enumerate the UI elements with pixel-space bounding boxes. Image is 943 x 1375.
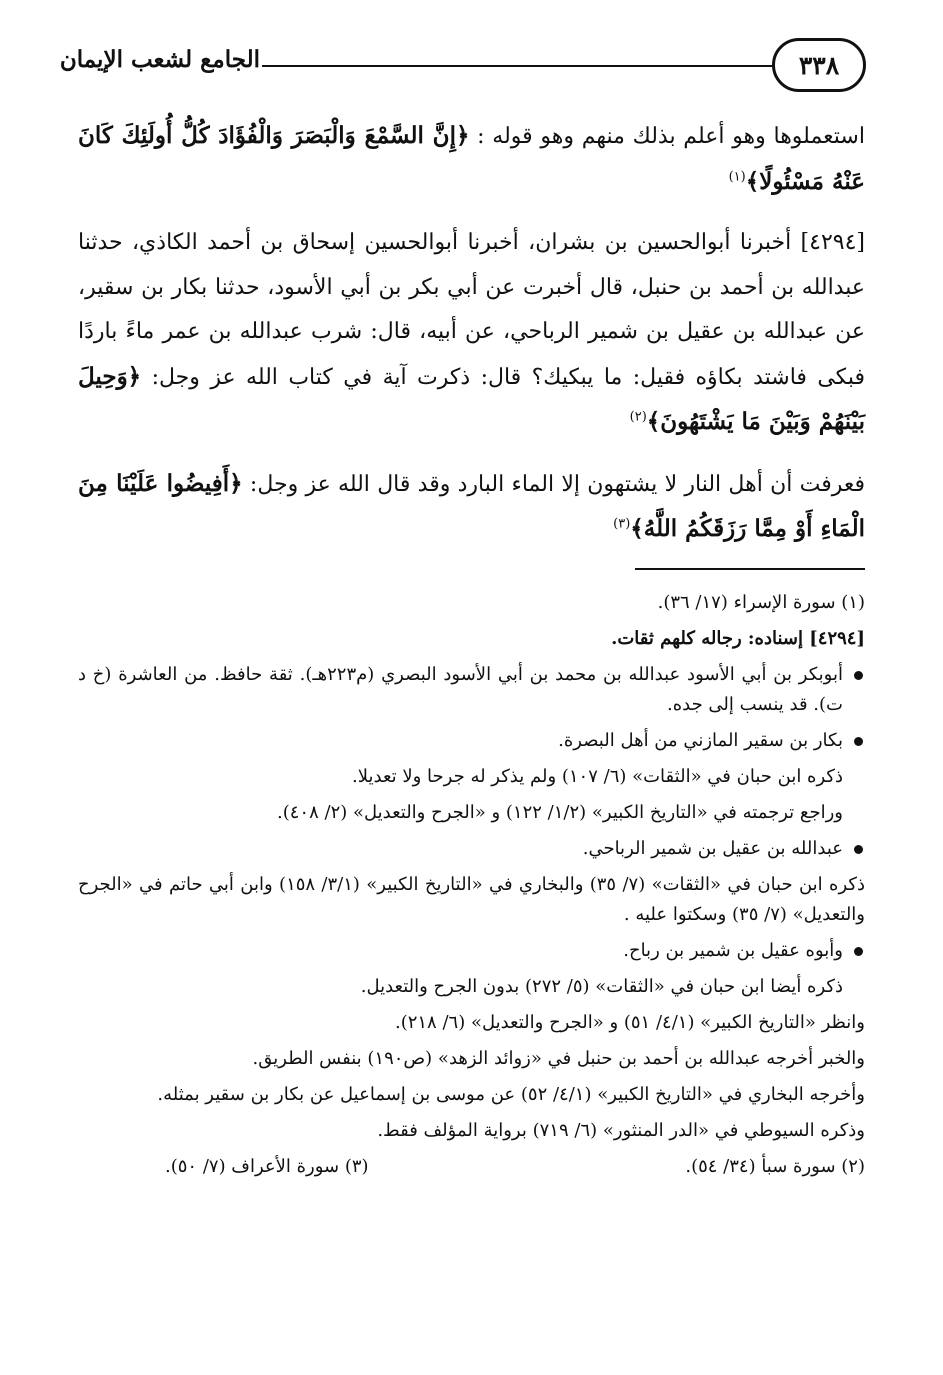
quran-verse-1: ﴿إِنَّ السَّمْعَ وَالْبَصَرَ وَالْفُؤَادَ كُلُّ أُولَئِكَ كَانَ عَنْهُ مَسْئُولًا﴾	[78, 122, 865, 195]
paragraph-2	[78, 221, 865, 446]
quran-verse-3: ﴿أَفِيضُوا عَلَيْنَا مِنَ الْمَاءِ أَوْ مِمَّا رَزَقَكُمُ اللَّهُ﴾	[78, 469, 865, 542]
main-text	[78, 114, 865, 569]
book-title: الجامع لشعب الإيمان	[59, 46, 260, 73]
isnad-heading: [٤٢٩٤] إسناده: رجاله كلهم ثقات.	[611, 628, 865, 649]
takhrij-note-2: وأخرجه البخاري في «التاريخ الكبير» (٤/١/ ٥٢) عن موسى بن إسماعيل عن بكار بن سقير بمثله.	[157, 1084, 865, 1105]
takhrij-note-1: والخبر أخرجه عبدالله بن أحمد بن حنبل في «زوائد الزهد» (ص١٩٠) بنفس الطريق.	[252, 1048, 865, 1069]
footnote-ref-2: (٢)	[629, 409, 647, 425]
paragraph-3	[78, 462, 865, 553]
footnote-3: (٣) سورة الأعراف (٧/ ٥٠).	[165, 1156, 369, 1177]
narrator-2-note-2: وراجع ترجمته في «التاريخ الكبير» (١/٢/ ١٢٢) و «الجرح والتعديل» (٢/ ٤٠٨).	[277, 802, 843, 823]
quran-verse-2: ﴿وَحِيلَ بَيْنَهُمْ وَبَيْنَ مَا يَشْتَهُونَ﴾	[78, 362, 865, 435]
narrator-4: وأبوه عقيل بن شمير بن رباح.	[78, 936, 865, 966]
takhrij-note-3: وذكره السيوطي في «الدر المنثور» (٦/ ٧١٩) برواية المؤلف فقط.	[377, 1120, 865, 1141]
see-also-note: وانظر «التاريخ الكبير» (٤/١/ ٥١) و «الجرح والتعديل» (٦/ ٢١٨).	[394, 1012, 865, 1033]
footnote-ref-1: (١)	[728, 169, 746, 185]
narrator-4-note: ذكره أيضا ابن حبان في «الثقات» (٥/ ٢٧٢) بدون الجرح والتعديل.	[360, 976, 843, 997]
paragraph-3-text: فعرفت أن أهل النار لا يشتهون إلا الماء البارد وقد قال الله عز وجل:	[242, 471, 866, 497]
header-rule	[262, 65, 772, 67]
narrator-1: أبوبكر بن أبي الأسود عبدالله بن محمد بن أبي الأسود البصري (م٢٢٣هـ). ثقة حافظ. من العاشرة (خ د ت). قد ينسب إلى جده.	[78, 660, 865, 720]
footnotes-last-row	[155, 1152, 865, 1182]
narrator-3-note: ذكره ابن حبان في «الثقات» (٧/ ٣٥) والبخاري في «التاريخ الكبير» (٣/١/ ١٥٨) وابن أبي حاتم في «الجرح والتعديل» (٧/ ٣٥) وسكتوا عليه .	[78, 874, 865, 925]
footnotes	[78, 588, 865, 1182]
page-number: ٣٣٨	[772, 38, 866, 92]
footnote-2: (٢) سورة سبأ (٣٤/ ٥٤).	[685, 1156, 865, 1177]
footnote-separator	[635, 568, 865, 570]
narrator-2: بكار بن سقير المازني من أهل البصرة.	[78, 726, 865, 756]
narrator-3: عبدالله بن عقيل بن شمير الرباحي.	[78, 834, 865, 864]
narrator-2-note-1: ذكره ابن حبان في «الثقات» (٦/ ١٠٧) ولم يذكر له جرحا ولا تعديلا.	[352, 766, 843, 787]
hadith-number: [٤٢٩٤]	[800, 230, 865, 255]
paragraph-1-text: استعملوها وهو أعلم بذلك منهم وهو قوله :	[469, 124, 865, 149]
footnote-1: (١) سورة الإسراء (١٧/ ٣٦).	[657, 592, 865, 613]
footnote-ref-3: (٣)	[613, 516, 631, 532]
paragraph-2-text: أخبرنا أبوالحسين بن بشران، أخبرنا أبوالحسين إسحاق بن أحمد الكاذي، حدثنا عبدالله بن أحمد بن حنبل، قال أخبرت عن أبي بكر بن أبي الأسود، حدثنا بكار بن سقير، عن عبدالله بن عقيل بن شمير الرباحي، عن أبيه، قال: شرب عبدالله بن عمر ماءً باردًا فبكى فاشتد بكاؤه فقيل: ما يبكيك؟ قال: ذكرت آية في كتاب الله عز وجل:	[78, 230, 865, 390]
paragraph-1	[78, 114, 865, 205]
page-header	[60, 38, 866, 100]
